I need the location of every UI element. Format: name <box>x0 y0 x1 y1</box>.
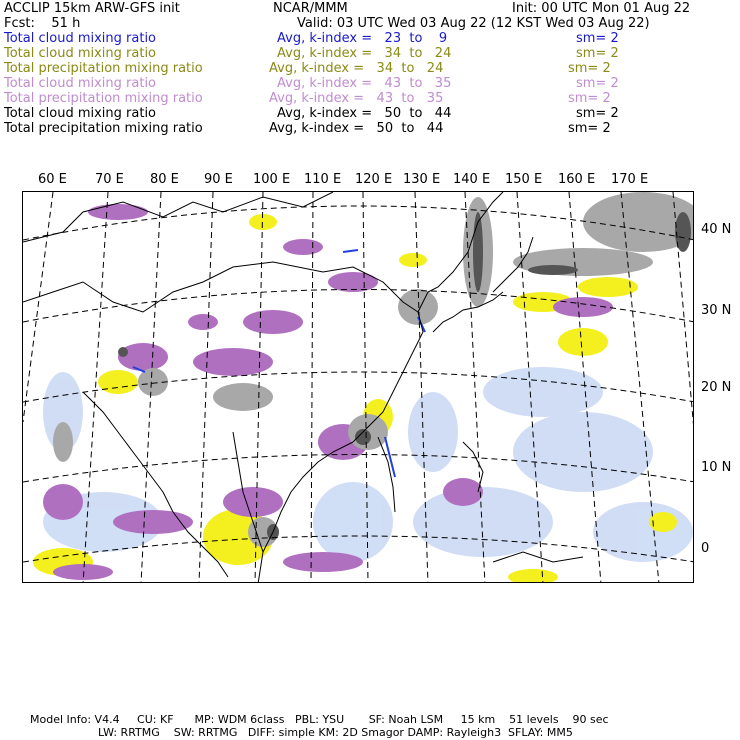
field-sm: sm= 2 <box>576 31 619 46</box>
field-avg: Avg, k-index = 34 to 24 <box>277 46 452 61</box>
field-sm: sm= 2 <box>568 91 611 106</box>
longitude-label: 110 E <box>304 172 342 187</box>
longitude-label: 120 E <box>355 172 393 187</box>
field-avg: Avg, k-index = 43 to 35 <box>269 91 444 106</box>
field-name: Total precipitation mixing ratio <box>4 61 203 76</box>
latitude-label: 30 N <box>701 303 732 318</box>
longitude-label: 70 E <box>95 172 124 187</box>
field-name: Total cloud mixing ratio <box>4 46 157 61</box>
longitude-label: 160 E <box>558 172 596 187</box>
map-canvas <box>23 192 694 583</box>
model-info-line2: LW: RRTMG SW: RRTMG DIFF: simple KM: 2D Smagor DAMP: Rayleigh3 SFLAY: MM5 <box>98 726 573 739</box>
longitude-label: 170 E <box>611 172 649 187</box>
model-info-line1: Model Info: V4.4 CU: KF MP: WDM 6class PBL: YSU SF: Noah LSM 15 km 51 levels 90 sec <box>30 713 609 726</box>
latitude-label: 10 N <box>701 460 732 475</box>
longitude-label: 80 E <box>150 172 179 187</box>
longitude-label: 90 E <box>204 172 233 187</box>
init-time: Init: 00 UTC Mon 01 Aug 22 <box>512 1 691 16</box>
latitude-label: 20 N <box>701 380 732 395</box>
field-avg: Avg, k-index = 50 to 44 <box>277 106 452 121</box>
field-sm: sm= 2 <box>576 76 619 91</box>
latitude-label: 0 <box>701 541 710 556</box>
model-title: ACCLIP 15km ARW-GFS init <box>4 1 180 16</box>
longitude-label: 140 E <box>453 172 491 187</box>
forecast-hour: Fcst: 51 h <box>4 16 81 31</box>
field-sm: sm= 2 <box>576 106 619 121</box>
field-sm: sm= 2 <box>576 46 619 61</box>
field-sm: sm= 2 <box>568 121 611 136</box>
forecast-map <box>22 191 694 583</box>
longitude-label: 100 E <box>253 172 291 187</box>
latitude-label: 40 N <box>701 222 732 237</box>
longitude-label: 150 E <box>505 172 543 187</box>
field-name: Total cloud mixing ratio <box>4 106 157 121</box>
field-avg: Avg, k-index = 23 to 9 <box>277 31 448 46</box>
field-sm: sm= 2 <box>568 61 611 76</box>
field-avg: Avg, k-index = 43 to 35 <box>277 76 452 91</box>
field-avg: Avg, k-index = 50 to 44 <box>269 121 444 136</box>
organization-label: NCAR/MMM <box>273 1 348 16</box>
longitude-label: 130 E <box>403 172 441 187</box>
field-name: Total precipitation mixing ratio <box>4 121 203 136</box>
field-avg: Avg, k-index = 34 to 24 <box>269 61 444 76</box>
field-name: Total cloud mixing ratio <box>4 76 157 91</box>
valid-time: Valid: 03 UTC Wed 03 Aug 22 (12 KST Wed 03 Aug 22) <box>297 16 650 31</box>
longitude-label: 60 E <box>38 172 67 187</box>
field-name: Total precipitation mixing ratio <box>4 91 203 106</box>
field-name: Total cloud mixing ratio <box>4 31 157 46</box>
